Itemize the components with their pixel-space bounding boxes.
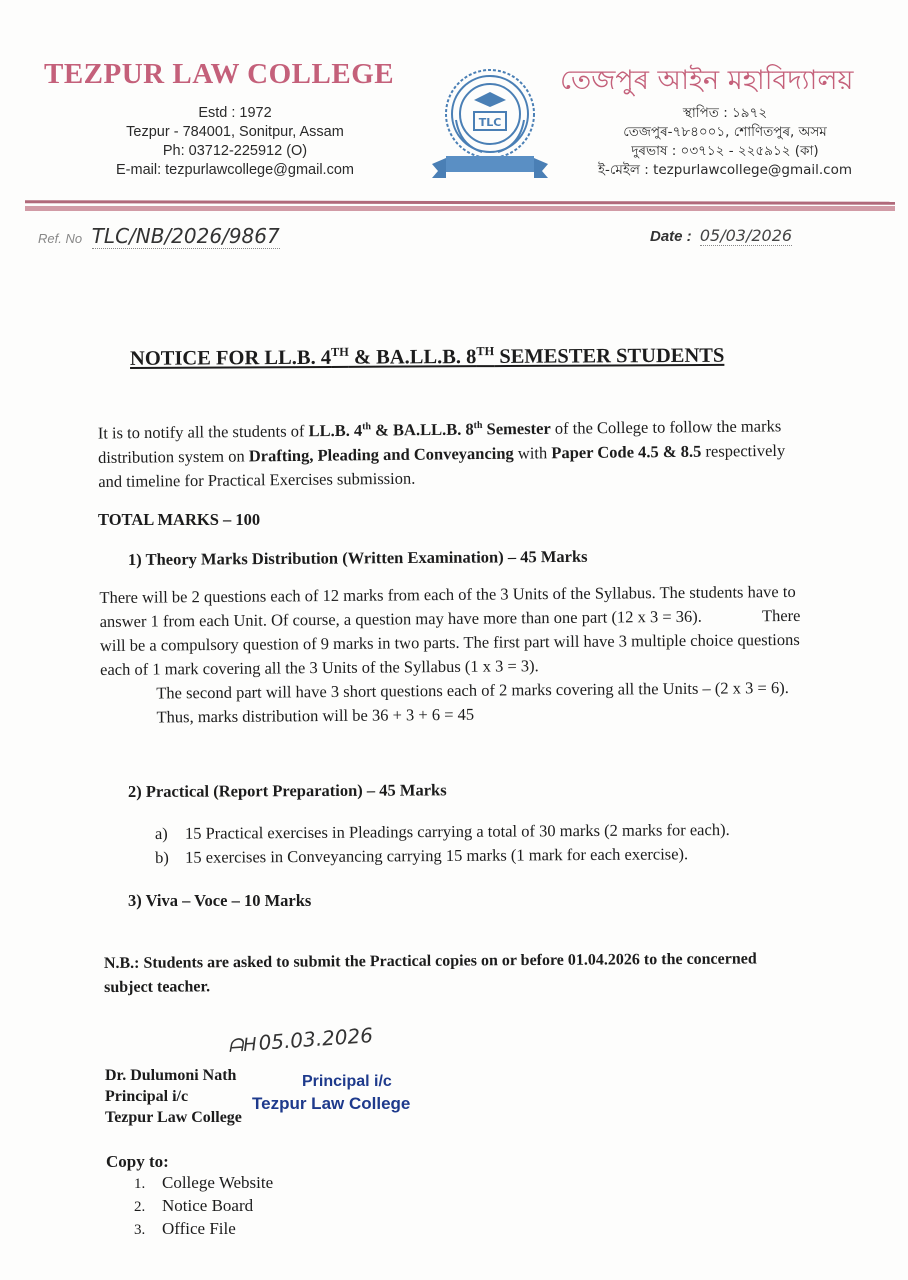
stamp-designation: Principal i/c [302,1073,392,1090]
intro-text: respectively and timeline for Practical Exercises submission. [98,440,786,491]
signature-date: 05.03.2026 [257,1022,374,1055]
notice-date [650,226,792,245]
copy-to-heading: Copy to: [106,1152,169,1171]
college-name-assamese: তেজপুৰ আইন মহাবিদ্যালয় [560,65,854,96]
stamp-institution: Tezpur Law College [252,1094,411,1113]
theory-line: Thus, marks distribution will be 36 + 3 + 6 = 45 [156,704,475,727]
item-text: College Website [162,1173,274,1192]
established-line-as: স্থাপিত : ১৯৭২ [682,105,768,121]
section-practical-heading: 2) Practical (Report Preparation) – 45 Marks [127,780,447,801]
signatory-institution: Tezpur Law College [105,1109,242,1126]
college-emblem-icon [424,60,556,188]
intro-text: of the College to follow the marks distribution system on [97,416,782,467]
intro-paragraph [98,411,804,494]
copy-to-item [134,1195,273,1218]
college-name-english: TEZPUR LAW COLLEGE [44,58,395,90]
ref-value: TLC/NB/2026/9867 [91,224,280,248]
address-line-as: তেজপুৰ-৭৮৪০০১, শোণিতপুৰ, অসম [623,124,827,140]
item-number: 3. [134,1222,146,1238]
header-divider-top [25,200,895,205]
theory-line: There will be 2 questions each of 12 marks from each of the 3 Units of the Syllabus. The students have to answer 1 from each Unit. Of course, a question may have more than one part (12 x 3 = 36). [99,581,796,632]
intro-sup: th [473,419,483,432]
intro-bold: & BA.LL.B. 8 [370,419,474,440]
section-theory-heading: 1) Theory Marks Distribution (Written Examination) – 45 Marks [127,546,588,569]
copy-to-item [134,1218,273,1241]
theory-line: There will be a compulsory question of 9 marks in two parts. The first part will have 3 multiple choice questions each of 1 mark covering all the 3 Units of the Syllabus (1 x 3 = 3). [99,605,801,679]
email-line: E-mail: tezpurlawcollege@gmail.com [116,162,354,178]
intro-text: with [513,442,552,463]
title-sup: TH [476,344,495,359]
item-label: a) [154,823,168,844]
item-text: 15 Practical exercises in Pleadings carrying a total of 30 marks (2 marks for each). [184,819,730,843]
handwritten-signature [227,1023,373,1057]
signature-scrawl-icon: ᗩᕼ [227,1034,258,1058]
signatory-designation: Principal i/c [105,1088,189,1105]
signatory-block [105,1065,242,1128]
section-theory-body [99,580,805,730]
copy-to-item [134,1172,273,1195]
item-text: Office File [162,1219,236,1238]
phone-line-as: দুৰভাষ : ০৩৭১২ - ২২৫৯১২ (কা) [631,143,819,159]
title-sup: TH [330,344,349,359]
ref-label: Ref. No [38,231,83,246]
email-line-as: ই-মেইল : tezpurlawcollege@gmail.com [598,162,852,178]
phone-line: Ph: 03712-225912 (O) [162,143,308,159]
intro-bold: Semester [482,418,551,439]
intro-bold: LL.B. 4 [308,420,363,441]
reference-number [38,224,280,248]
section-viva-heading: 3) Viva – Voce – 10 Marks [128,891,312,910]
date-label: Date : [650,228,692,245]
paper-code: Paper Code 4.5 & 8.5 [551,441,702,462]
college-address-assamese [560,104,890,180]
title-part: & BA.LL.B. 8 [348,346,477,369]
header-divider-bottom [25,206,895,211]
total-marks: TOTAL MARKS – 100 [98,510,261,529]
practical-item [155,842,730,870]
item-number: 1. [134,1176,146,1192]
subject-name: Drafting, Pleading and Conveyancing [248,443,514,465]
address-line: Tezpur - 784001, Sonitpur, Assam [126,124,344,140]
date-value: 05/03/2026 [699,226,793,245]
intro-text: It is to notify all the students of [97,421,309,443]
item-text: Notice Board [162,1196,254,1215]
item-text: 15 exercises in Conveyancing carrying 15 marks (1 mark for each exercise). [185,844,689,867]
practical-items [155,818,730,870]
copy-to-block [106,1151,273,1241]
signatory-name: Dr. Dulumoni Nath [105,1067,237,1084]
theory-line: The second part will have 3 short questions each of 2 marks covering all the Units – (2 x 3 = 6). [156,677,789,703]
notice-title [130,343,724,371]
svg-text:TLC: TLC [478,116,502,129]
item-label: b) [155,847,169,867]
title-part: SEMESTER STUDENTS [494,344,725,368]
item-number: 2. [134,1199,146,1215]
established-line: Estd : 1972 [198,105,272,121]
title-part: NOTICE FOR LL.B. 4 [129,346,332,370]
intro-sup: th [362,421,372,433]
copy-to-list [106,1172,273,1241]
official-stamp [252,1071,410,1115]
nb-note: N.B.: Students are asked to submit the Practical copies on or before 01.04.2026 to the concerned subject teacher. [103,950,757,996]
college-address-english [90,104,380,180]
